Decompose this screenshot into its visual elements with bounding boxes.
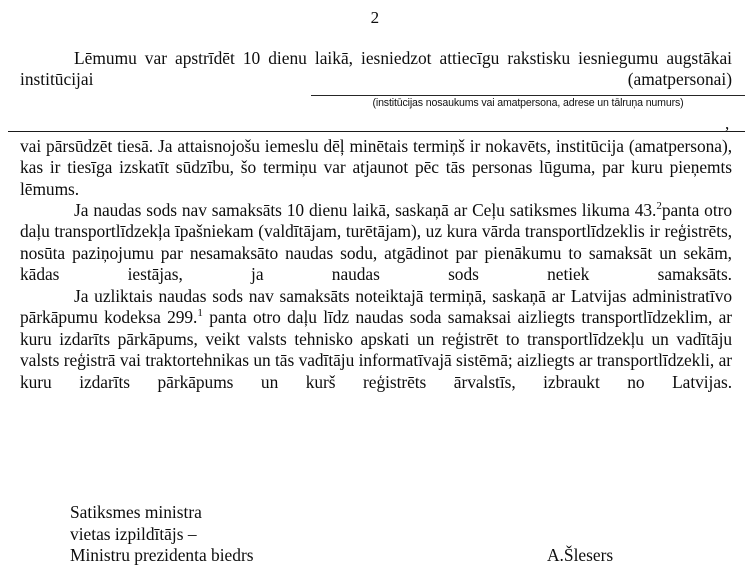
signatory-name: A.Šlesers: [547, 545, 614, 566]
fill-in-rule-institution: [311, 95, 745, 96]
paragraph-road-traffic-law-text-after: panta otro daļu transportlīdzekļa īpašniekam (valdītājam, turētājam), uz kura vārda transportlīdzeklis ir reģistrēts, nosūta paziņojumu par nesamaksāto naudas sodu, atgādinot par pienākumu to samaksāt un sekām, kādas iestājas, ja naudas sods netiek samaksāts.: [20, 200, 732, 285]
signature-title-line-1: Satiksmes ministra: [70, 502, 202, 522]
fill-in-rule-caption: (institūcijas nosaukums vai amatpersona, adrese un tālruņa numurs): [372, 97, 684, 109]
paragraph-appeal-deadline: Lēmumu var apstrīdēt 10 dienu laikā, iesniedzot attiecīgu rakstisku iesniegumu augstākai institūcijai (amatpersonai): [20, 48, 732, 90]
fill-in-rule-trailing-comma: ,: [725, 114, 730, 133]
signature-title-line-3-row: [70, 545, 730, 567]
paragraph-court-appeal: vai pārsūdzēt tiesā. Ja attaisnojošu iemeslu dēļ minētais termiņš ir nokavēts, institūcija (amatpersona), kas ir tiesīga izskatīt sūdzību, šo termiņu var atjaunot pēc tās personas lūguma, par kuru pieņemts lēmums.: [20, 136, 732, 199]
signature-block: [70, 502, 730, 567]
signature-title-line-2: vietas izpildītājs –: [70, 523, 197, 544]
fill-in-rule-full-width: [8, 131, 745, 132]
paragraph-administrative-code-text-after: panta otro daļu līdz naudas soda samaksai aizliegts transportlīdzeklim, ar kuru izdarīts pārkāpums, veikt valsts tehnisko apskati un reģistrēt to transportlīdzekļu un vadītāju valsts reģistrā vai traktortehnikas un tās vadītāju informatīvajā sistēmā; aizliegts ar transportlīdzekli, ar kuru izdarīts pārkāpums un kurš reģistrēts ārvalstīs, izbraukt no Latvijas.: [20, 307, 733, 392]
page-number: 2: [370, 8, 380, 27]
signature-title-line-3: Ministru prezidenta biedrs: [70, 545, 254, 566]
paragraph-administrative-code-text-before: Ja uzliktais naudas sods nav samaksāts noteiktajā termiņā, saskaņā ar Latvijas administratīvo pārkāpumu kodeksa 299.: [20, 286, 732, 328]
paragraph-road-traffic-law-text-before: Ja naudas sods nav samaksāts 10 dienu laikā, saskaņā ar Ceļu satiksmes likuma 43.: [74, 200, 657, 220]
article-superscript-299: 1: [197, 307, 203, 320]
article-superscript-43: 2: [656, 200, 662, 213]
paragraph-administrative-code: [20, 286, 732, 414]
